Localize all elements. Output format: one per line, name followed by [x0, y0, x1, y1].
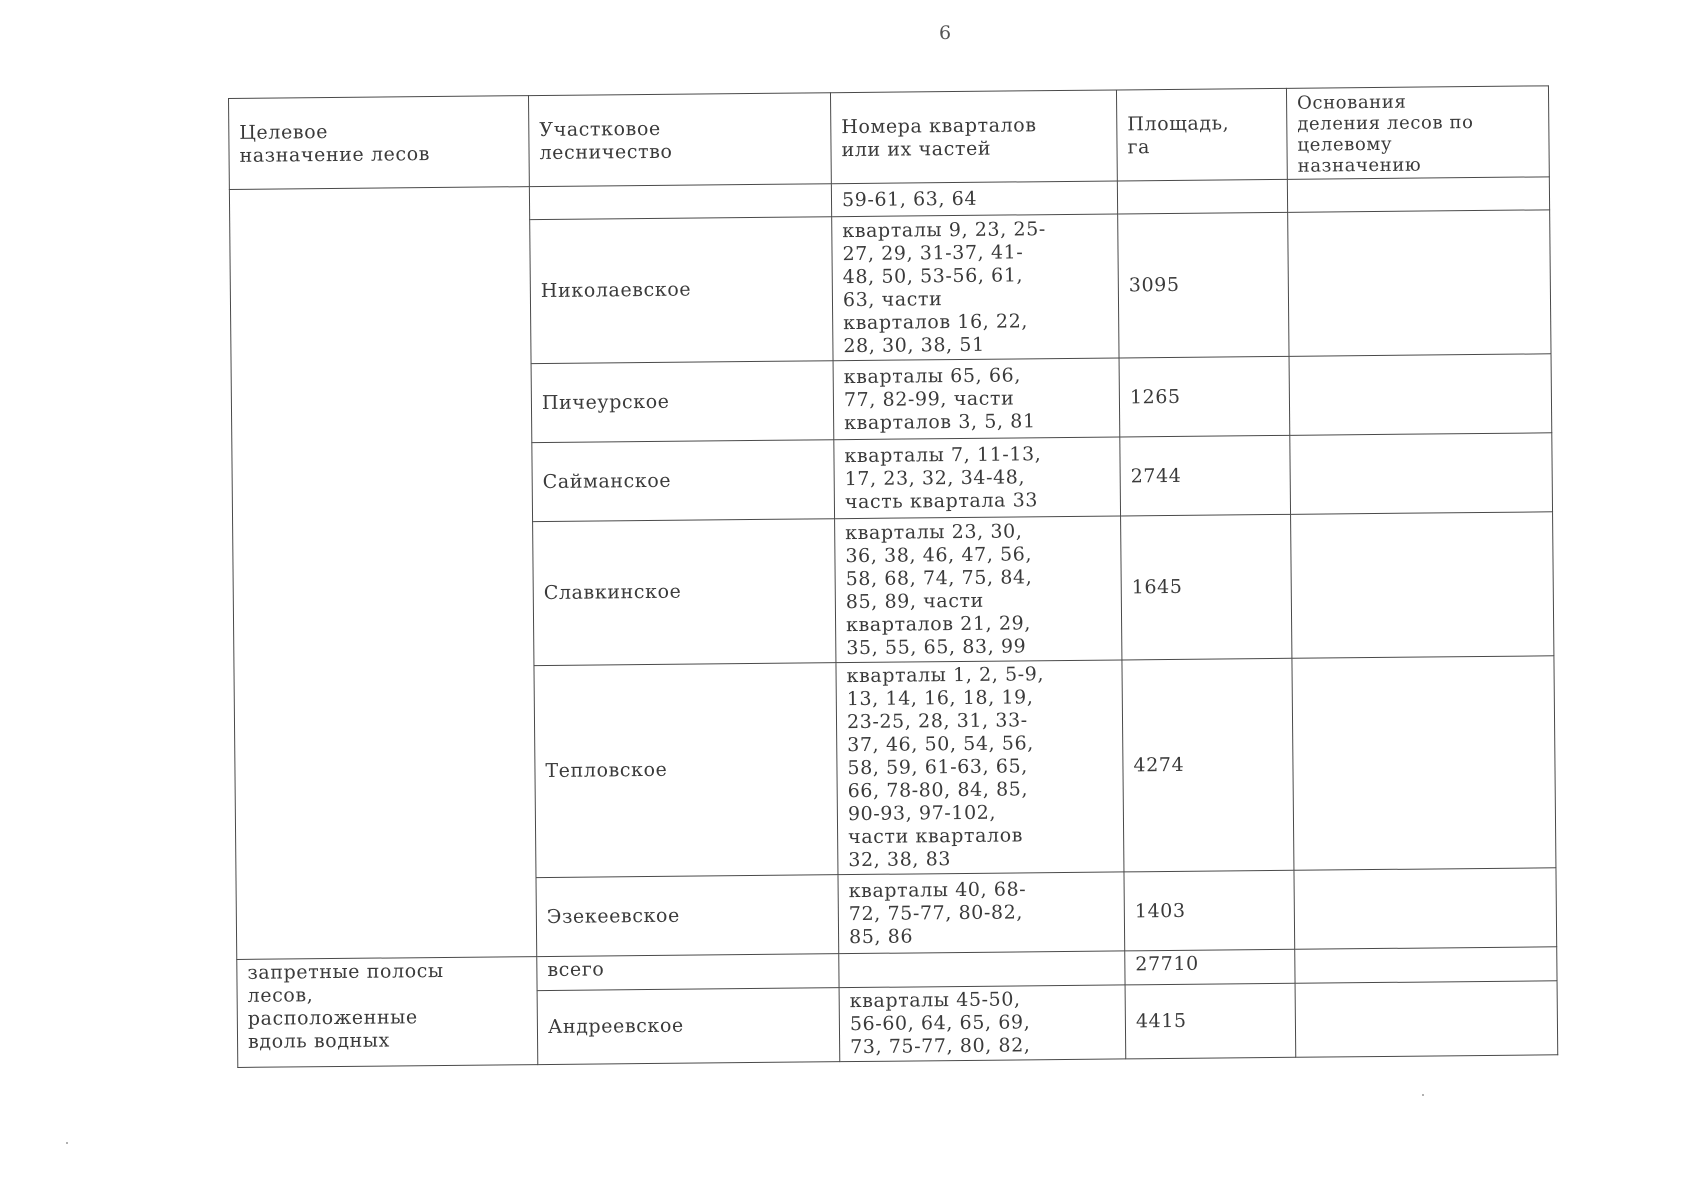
basis-cell — [1287, 177, 1549, 213]
quarters-cell: кварталы 9, 23, 25- 27, 29, 31-37, 41- 48, 50, 53-56, 61, 63, части кварталов 16, 22, 28, 30, 38, 51 — [832, 214, 1119, 361]
purpose-cell: запретные полосы лесов, расположенные вдоль водных — [237, 957, 538, 1068]
district-cell: Саймaнское — [532, 440, 835, 522]
header-basis: Основания деления лесов по целевому назначению — [1286, 86, 1549, 180]
district-cell: Эзекеевское — [536, 875, 839, 957]
area-cell: 1265 — [1119, 356, 1290, 437]
area-cell: 3095 — [1118, 212, 1289, 358]
area-cell: 1403 — [1124, 870, 1295, 951]
quarters-cell: кварталы 65, 66, 77, 82-99, части кварталов 3, 5, 81 — [833, 358, 1120, 440]
quarters-cell: кварталы 23, 30, 36, 38, 46, 47, 56, 58, 68, 74, 75, 84, 85, 89, части кварталов 21, 29, 35, 55, 65, 83, 99 — [835, 516, 1122, 663]
area-cell: 27710 — [1125, 949, 1295, 985]
forest-purpose-table — [228, 85, 1558, 1068]
quarters-cell — [839, 951, 1125, 988]
header-purpose: Целевое назначение лесов — [229, 96, 530, 190]
basis-cell — [1291, 512, 1554, 659]
district-cell — [529, 184, 831, 220]
quarters-cell: кварталы 1, 2, 5-9, 13, 14, 16, 18, 19, 23-25, 28, 31, 33- 37, 46, 50, 54, 56, 58, 59, 61-63, 65, 66, 78-80, 84, 85, 90-93, 97-102, части кварталов 32, 38, 83 — [836, 660, 1124, 875]
district-cell: всего — [537, 954, 839, 991]
district-cell: Николаевское — [530, 217, 833, 364]
quarters-cell: кварталы 45-50, 56-60, 64, 65, 69, 73, 75-77, 80, 82, — [839, 985, 1126, 1062]
page-number: 6 — [938, 22, 952, 44]
basis-cell — [1292, 656, 1556, 871]
scan-speck — [1422, 1094, 1424, 1096]
basis-cell — [1290, 433, 1553, 515]
area-cell: 4415 — [1125, 983, 1296, 1059]
district-cell: Пичеурское — [531, 361, 834, 443]
area-cell: 4274 — [1122, 658, 1294, 872]
quarters-cell: кварталы 7, 11-13, 17, 23, 32, 34-48, часть квартала 33 — [834, 437, 1121, 519]
basis-cell — [1294, 868, 1557, 950]
district-cell: Славкинское — [533, 519, 836, 666]
basis-cell — [1295, 947, 1557, 984]
header-quarters: Номера кварталов или их частей — [830, 90, 1117, 184]
header-area: Площадь, га — [1116, 88, 1287, 181]
district-cell: Андреевское — [537, 988, 840, 1065]
basis-cell — [1288, 210, 1551, 357]
basis-cell — [1289, 354, 1552, 436]
area-cell: 2744 — [1120, 435, 1291, 516]
area-cell: 1645 — [1121, 514, 1292, 660]
table-header-row — [229, 86, 1550, 190]
basis-cell — [1295, 981, 1558, 1058]
quarters-cell: кварталы 40, 68- 72, 75-77, 80-82, 85, 86 — [838, 872, 1125, 954]
purpose-cell-continued — [229, 187, 536, 960]
district-cell: Тепловское — [534, 663, 838, 878]
scan-speck — [66, 1142, 68, 1144]
header-district: Участковое лесничество — [528, 93, 831, 187]
area-cell — [1117, 179, 1287, 214]
quarters-cell: 59-61, 63, 64 — [831, 181, 1117, 217]
